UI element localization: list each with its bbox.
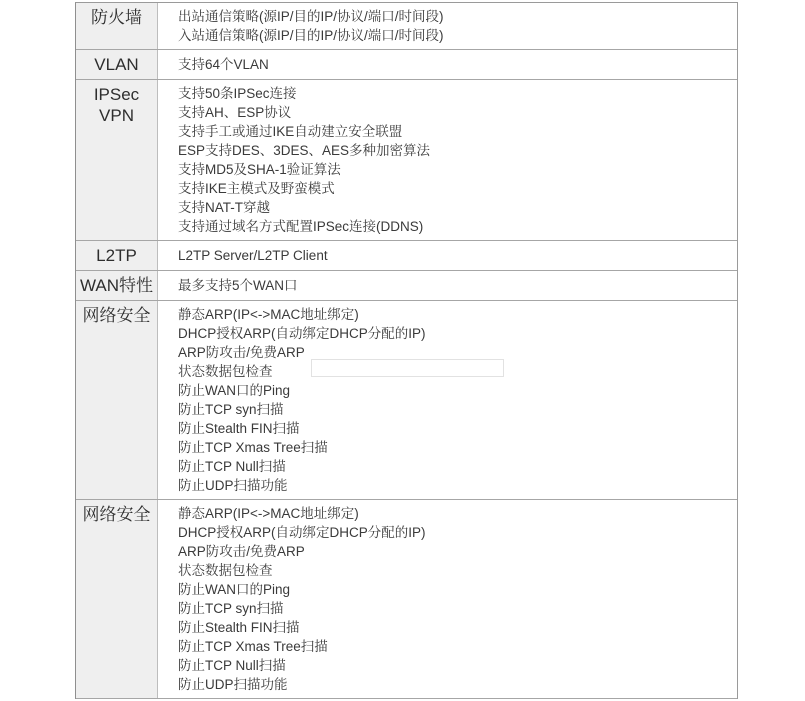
spec-category-label xyxy=(76,50,158,79)
spec-item-line: 防止TCP Null扫描 xyxy=(178,658,286,673)
spec-item-line: 支持AH、ESP协议 xyxy=(178,105,292,120)
category-label-line: VLAN xyxy=(94,55,139,74)
empty-input-box[interactable] xyxy=(311,359,504,377)
spec-item-line: 支持IKE主模式及野蛮模式 xyxy=(178,181,335,196)
spec-item-line: 防止UDP扫描功能 xyxy=(178,478,288,493)
spec-items xyxy=(158,271,737,300)
spec-item-line: 支持50条IPSec连接 xyxy=(178,86,297,101)
spec-item-line: 支持NAT-T穿越 xyxy=(178,200,270,215)
spec-item-line: 防止UDP扫描功能 xyxy=(178,677,288,692)
spec-row xyxy=(76,500,737,699)
spec-item-line: 入站通信策略(源IP/目的IP/协议/端口/时间段) xyxy=(178,28,444,43)
category-label-line: 防火墙 xyxy=(91,8,142,27)
category-label-line: VPN xyxy=(99,106,134,125)
spec-row xyxy=(76,3,737,50)
spec-category-label xyxy=(76,80,158,240)
spec-item-line: 静态ARP(IP<->MAC地址绑定) xyxy=(178,506,359,521)
spec-item-line: DHCP授权ARP(自动绑定DHCP分配的IP) xyxy=(178,326,426,341)
spec-item-line: DHCP授权ARP(自动绑定DHCP分配的IP) xyxy=(178,525,426,540)
spec-category-label xyxy=(76,500,158,698)
spec-row xyxy=(76,241,737,271)
spec-item-line: 防止WAN口的Ping xyxy=(178,582,291,597)
spec-item-line: 防止WAN口的Ping xyxy=(178,383,291,398)
spec-item-line: 支持64个VLAN xyxy=(178,57,269,72)
spec-item-line: ARP防攻击/免费ARP xyxy=(178,345,305,360)
spec-row xyxy=(76,301,737,500)
spec-items xyxy=(158,301,737,499)
spec-items xyxy=(158,500,737,698)
spec-item-line: L2TP Server/L2TP Client xyxy=(178,248,328,263)
spec-item-line: 防止TCP Xmas Tree扫描 xyxy=(178,440,328,455)
spec-item-line: 静态ARP(IP<->MAC地址绑定) xyxy=(178,307,359,322)
spec-item-line: 防止TCP syn扫描 xyxy=(178,601,284,616)
spec-category-label xyxy=(76,301,158,499)
category-label-line: L2TP xyxy=(96,246,137,265)
spec-items xyxy=(158,3,737,49)
spec-item-line: 最多支持5个WAN口 xyxy=(178,278,298,293)
spec-category-label xyxy=(76,241,158,270)
spec-items xyxy=(158,80,737,240)
category-label-line: 网络安全 xyxy=(82,505,151,524)
spec-row xyxy=(76,271,737,301)
spec-items xyxy=(158,241,737,270)
spec-item-line: 状态数据包检查 xyxy=(178,364,273,379)
spec-category-label xyxy=(76,271,158,300)
spec-item-line: 出站通信策略(源IP/目的IP/协议/端口/时间段) xyxy=(178,9,444,24)
spec-item-line: ESP支持DES、3DES、AES多种加密算法 xyxy=(178,143,431,158)
spec-item-line: 防止TCP Xmas Tree扫描 xyxy=(178,639,328,654)
category-label-line: IPSec xyxy=(93,85,140,104)
spec-item-line: 防止TCP syn扫描 xyxy=(178,402,284,417)
spec-item-line: 状态数据包检查 xyxy=(178,563,273,578)
spec-item-line: 防止Stealth FIN扫描 xyxy=(178,620,300,635)
spec-item-line: 支持MD5及SHA-1验证算法 xyxy=(178,162,341,177)
spec-item-line: 支持手工或通过IKE自动建立安全联盟 xyxy=(178,124,403,139)
spec-row xyxy=(76,50,737,80)
spec-item-line: 防止TCP Null扫描 xyxy=(178,459,286,474)
spec-item-line: ARP防攻击/免费ARP xyxy=(178,544,305,559)
category-label-line: WAN特性 xyxy=(79,276,154,295)
spec-items xyxy=(158,50,737,79)
spec-item-line: 支持通过域名方式配置IPSec连接(DDNS) xyxy=(178,219,424,234)
category-label-line: 网络安全 xyxy=(82,306,151,325)
spec-category-label xyxy=(76,3,158,49)
spec-row xyxy=(76,80,737,241)
spec-table xyxy=(75,2,738,699)
spec-item-line: 防止Stealth FIN扫描 xyxy=(178,421,300,436)
